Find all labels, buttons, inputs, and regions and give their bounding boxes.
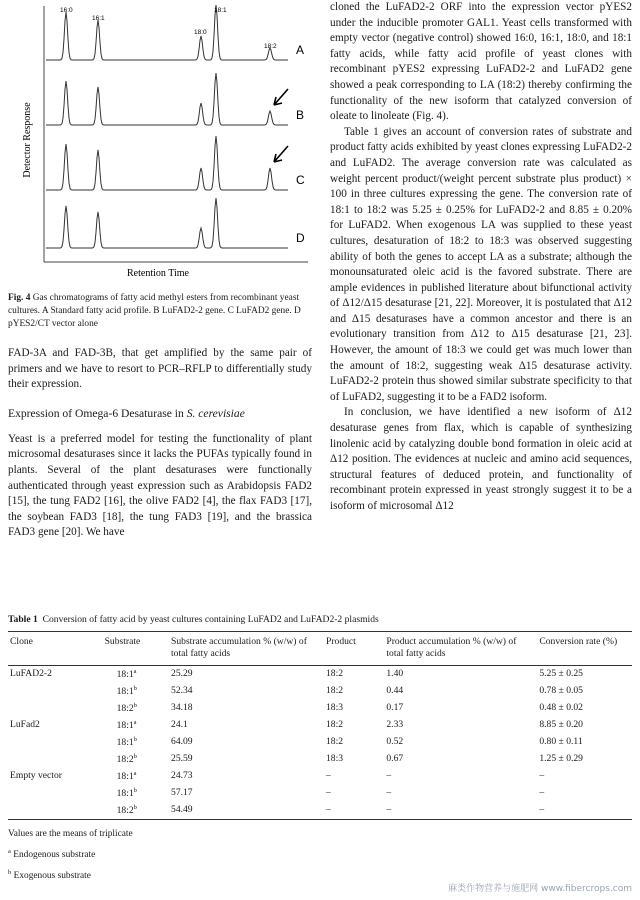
peak-label: 16:0 xyxy=(60,7,73,14)
cell-substrate-accumulation: 24.1 xyxy=(171,719,188,730)
header-conversion-rate: Conversion rate (%) xyxy=(539,636,618,647)
cell-substrate-accumulation: 25.59 xyxy=(171,753,193,764)
cell-substrate-accumulation: 64.09 xyxy=(171,736,193,747)
footnote-marker: b xyxy=(133,804,137,811)
x-axis-label: Retention Time xyxy=(127,268,189,279)
cell-product-accumulation: 0.44 xyxy=(386,685,404,696)
figure-label: Fig. 4 xyxy=(8,293,31,303)
left-paragraph-1: FAD-3A and FAD-3B, that get amplified by the same pair of primers and we have to resort to PCR–RFLP to differentially study their expression. xyxy=(8,347,312,391)
cell-product-accumulation: 1.40 xyxy=(386,668,404,679)
footnote-marker: b xyxy=(133,787,137,794)
cell-conversion-rate: 0.48 ± 0.02 xyxy=(539,702,583,713)
table-title-text: Conversion of fatty acid by yeast cultures containing LuFAD2 and LuFAD2-2 plasmids xyxy=(42,614,379,625)
table-row xyxy=(8,785,632,802)
arrow-icon xyxy=(274,89,288,105)
peak-label: 18:0 xyxy=(194,29,207,36)
table-note: $^a$ Endogenous substrate xyxy=(8,848,96,861)
cell-substrate-accumulation: 52.34 xyxy=(171,685,193,696)
table-row xyxy=(8,734,632,751)
table-row xyxy=(8,666,632,684)
header-substrate: Substrate xyxy=(104,636,141,647)
figure-caption-text: Gas chromatograms of fatty acid methyl esters from recombinant yeast cultures. A Standard fatty acid profile. B LuFAD2-2 gene. C LuFAD2 gene. D pYES2/CT vector alone xyxy=(8,293,301,329)
table-row xyxy=(8,802,632,820)
table-row xyxy=(8,700,632,717)
header-clone: Clone xyxy=(10,636,33,647)
table-row xyxy=(8,683,632,700)
cell-product: 18:2 xyxy=(326,668,344,679)
cell-clone xyxy=(8,683,103,700)
chromatogram-trace xyxy=(46,198,288,248)
cell-substrate: 18:1$^b$ xyxy=(116,736,137,749)
footnote-marker: b xyxy=(133,702,137,709)
cell-clone xyxy=(8,802,103,820)
trace-label: D xyxy=(296,231,305,245)
chromatogram-trace xyxy=(46,5,288,60)
left-column xyxy=(8,346,312,541)
footnote-marker: b xyxy=(8,869,12,877)
table-notes xyxy=(8,826,632,885)
trace-label: A xyxy=(296,43,305,57)
cell-conversion-rate: – xyxy=(539,770,545,781)
cell-conversion-rate: – xyxy=(539,787,545,798)
cell-substrate-accumulation: 54.49 xyxy=(171,804,193,815)
cell-clone xyxy=(8,785,103,802)
watermark: 麻类作物营养与施肥网 www.fibercrops.com xyxy=(448,884,632,894)
table-row xyxy=(8,717,632,734)
cell-product: 18:2 xyxy=(326,685,344,696)
peak-label: 18:2 xyxy=(264,43,277,50)
cell-product: 18:2 xyxy=(326,736,344,747)
chromatogram-svg xyxy=(8,0,312,280)
header-substrate-accumulation: Substrate accumulation % (w/w) of total fatty acids xyxy=(171,636,307,659)
cell-substrate-accumulation: 34.18 xyxy=(171,702,193,713)
cell-substrate: 18:2$^b$ xyxy=(116,702,137,715)
cell-clone: LuFAD2-2 xyxy=(10,668,52,679)
cell-substrate-accumulation: 25.29 xyxy=(171,668,193,679)
chromatogram-trace xyxy=(46,73,288,125)
cell-conversion-rate: 0.80 ± 0.11 xyxy=(539,736,583,747)
cell-conversion-rate: 1.25 ± 0.29 xyxy=(539,753,583,764)
table-note: $^b$ Exogenous substrate xyxy=(8,869,91,882)
header-product: Product xyxy=(326,636,356,647)
trace-label: C xyxy=(296,173,305,187)
cell-clone xyxy=(8,734,103,751)
right-paragraph-1: cloned the LuFAD2-2 ORF into the expression vector pYES2 under the inducible promoter GAL1. Yeast cells transformed with empty vector (negative control) showed 16:0, 16:1, 18:0, and 18:1 fatty acids, while fatty acid profile of yeast clones with recombinant pYES2 expressing LuFAD2-2 and LuFAD2 gene showed a peak corresponding to LA (18:2) thereby confirming the functionality of the new isoform that catalyzed conversion of oleate to linoleate (Fig. 4). xyxy=(330,1,632,123)
footnote-marker: b xyxy=(133,753,137,760)
peak-label: 18:1 xyxy=(214,7,227,14)
cell-product-accumulation: 2.33 xyxy=(386,719,404,730)
cell-substrate: 18:1$^b$ xyxy=(116,787,137,800)
cell-clone: LuFad2 xyxy=(10,719,40,730)
cell-clone: Empty vector xyxy=(10,770,62,781)
cell-substrate: 18:1$^a$ xyxy=(116,668,137,681)
cell-product: – xyxy=(326,804,331,815)
table-row xyxy=(8,768,632,785)
section-heading-text: Expression of Omega-6 Desaturase in xyxy=(8,406,187,420)
peak-label: 16:1 xyxy=(92,15,105,22)
cell-substrate: 18:1$^b$ xyxy=(116,685,137,698)
cell-product: – xyxy=(326,770,331,781)
table-label: Table 1 xyxy=(8,614,38,625)
cell-conversion-rate: 0.78 ± 0.05 xyxy=(539,685,583,696)
cell-product: 18:3 xyxy=(326,702,344,713)
cell-conversion-rate: – xyxy=(539,804,545,815)
cell-product-accumulation: – xyxy=(386,770,392,781)
footnote-marker: b xyxy=(133,685,137,692)
cell-conversion-rate: 5.25 ± 0.25 xyxy=(539,668,583,679)
footnote-marker: b xyxy=(133,736,137,743)
footnote-marker: a xyxy=(133,770,137,777)
chromatogram-figure xyxy=(8,0,312,280)
table-title xyxy=(8,614,632,625)
cell-clone xyxy=(8,751,103,768)
footnote-marker: a xyxy=(133,668,137,675)
cell-substrate-accumulation: 57.17 xyxy=(171,787,193,798)
header-product-accumulation: Product accumulation % (w/w) of total fatty acids xyxy=(386,636,517,659)
cell-product-accumulation: – xyxy=(386,787,392,798)
right-column xyxy=(330,0,632,515)
cell-product-accumulation: 0.17 xyxy=(386,702,404,713)
right-paragraph-2: Table 1 gives an account of conversion rates of substrate and product fatty acids exhibited by yeast clones expressing LuFAD2-2 and LuFAD2. The average conversion rate was calculated as weight percent product/(weight percent substrate plus product) × 100 in three cultures expressing the gene. The conversion rate of 18:1 to 18:2 was 5.25 ± 0.25% for LuFAD2-2 and 8.85 ± 0.20% for LuFAD2. When exogenous LA was supplied to these yeast cultures, desaturation of 18:2 to 18:3 was observed suggesting ability of both the genes to accept LA as a substrate; although the monounsaturated oleic acid is the favored substrate. There are ample evidences in published literature about bifunctional activity of Δ12/Δ15 desaturase [21, 22]. Moreover, it is postulated that Δ12 and Δ15 desaturases have a common ancestor and there is an evolutionary transition from Δ12 to Δ15 desaturase [21, 23]. However, the amount of 18:3 we could get was much lower than the amount of 18:2, suggesting weak Δ15 desaturase activity. LuFAD2-2 protein thus showed similar substrate specificity to that of LuFAD2, suggesting it to be a FAD2 isoform. xyxy=(330,125,632,403)
section-heading xyxy=(8,407,312,420)
right-paragraph-3: In conclusion, we have identified a new isoform of Δ12 desaturase genes from flax, which is capable of synthesizing linolenic acid by catalyzing double bond formation in oleic acid at Δ12 position. The evidences at nucleic and amino acid sequences, structural features of deduced protein, and functionality of recombinant protein expressed in yeast strongly suggest it to be a isoform of microsomal Δ12 xyxy=(330,406,632,512)
section-heading-species: S. cerevisiae xyxy=(186,406,245,420)
table-header-row xyxy=(8,632,632,666)
cell-conversion-rate: 8.85 ± 0.20 xyxy=(539,719,583,730)
cell-clone xyxy=(8,700,103,717)
cell-product-accumulation: 0.52 xyxy=(386,736,404,747)
footnote-marker: a xyxy=(8,848,11,855)
conversion-table xyxy=(8,631,632,820)
left-paragraph-2: Yeast is a preferred model for testing the functionality of plant microsomal desaturases since it lacks the PUFAs typically found in plants. Several of the plant desaturases were functionally authenticated through yeast expression such as Arabidopsis FAD2 [15], the tung FAD2 [16], the olive FAD2 [4], the flax FAD3 [17], the soybean FAD3 [18], the tung FAD3 [19], and the brassica FAD3 gene [20]. We have xyxy=(8,432,312,539)
arrow-icon xyxy=(274,146,288,162)
table-note: Values are the means of triplicate xyxy=(8,829,133,839)
cell-product-accumulation: – xyxy=(386,804,392,815)
chromatogram-trace xyxy=(46,136,288,190)
table-row xyxy=(8,751,632,768)
cell-substrate-accumulation: 24.73 xyxy=(171,770,193,781)
cell-substrate: 18:2$^b$ xyxy=(116,753,137,766)
footnote-marker: a xyxy=(133,719,137,726)
trace-label: B xyxy=(296,108,305,122)
cell-product: – xyxy=(326,787,331,798)
table-1 xyxy=(8,614,632,885)
cell-product-accumulation: 0.67 xyxy=(386,753,404,764)
y-axis-label: Detector Response xyxy=(22,102,33,178)
cell-product: 18:2 xyxy=(326,719,344,730)
cell-substrate: 18:1$^a$ xyxy=(116,719,137,732)
cell-product: 18:3 xyxy=(326,753,344,764)
cell-substrate: 18:1$^a$ xyxy=(116,770,137,783)
figure-caption xyxy=(8,292,312,331)
cell-substrate: 18:2$^b$ xyxy=(116,804,137,817)
